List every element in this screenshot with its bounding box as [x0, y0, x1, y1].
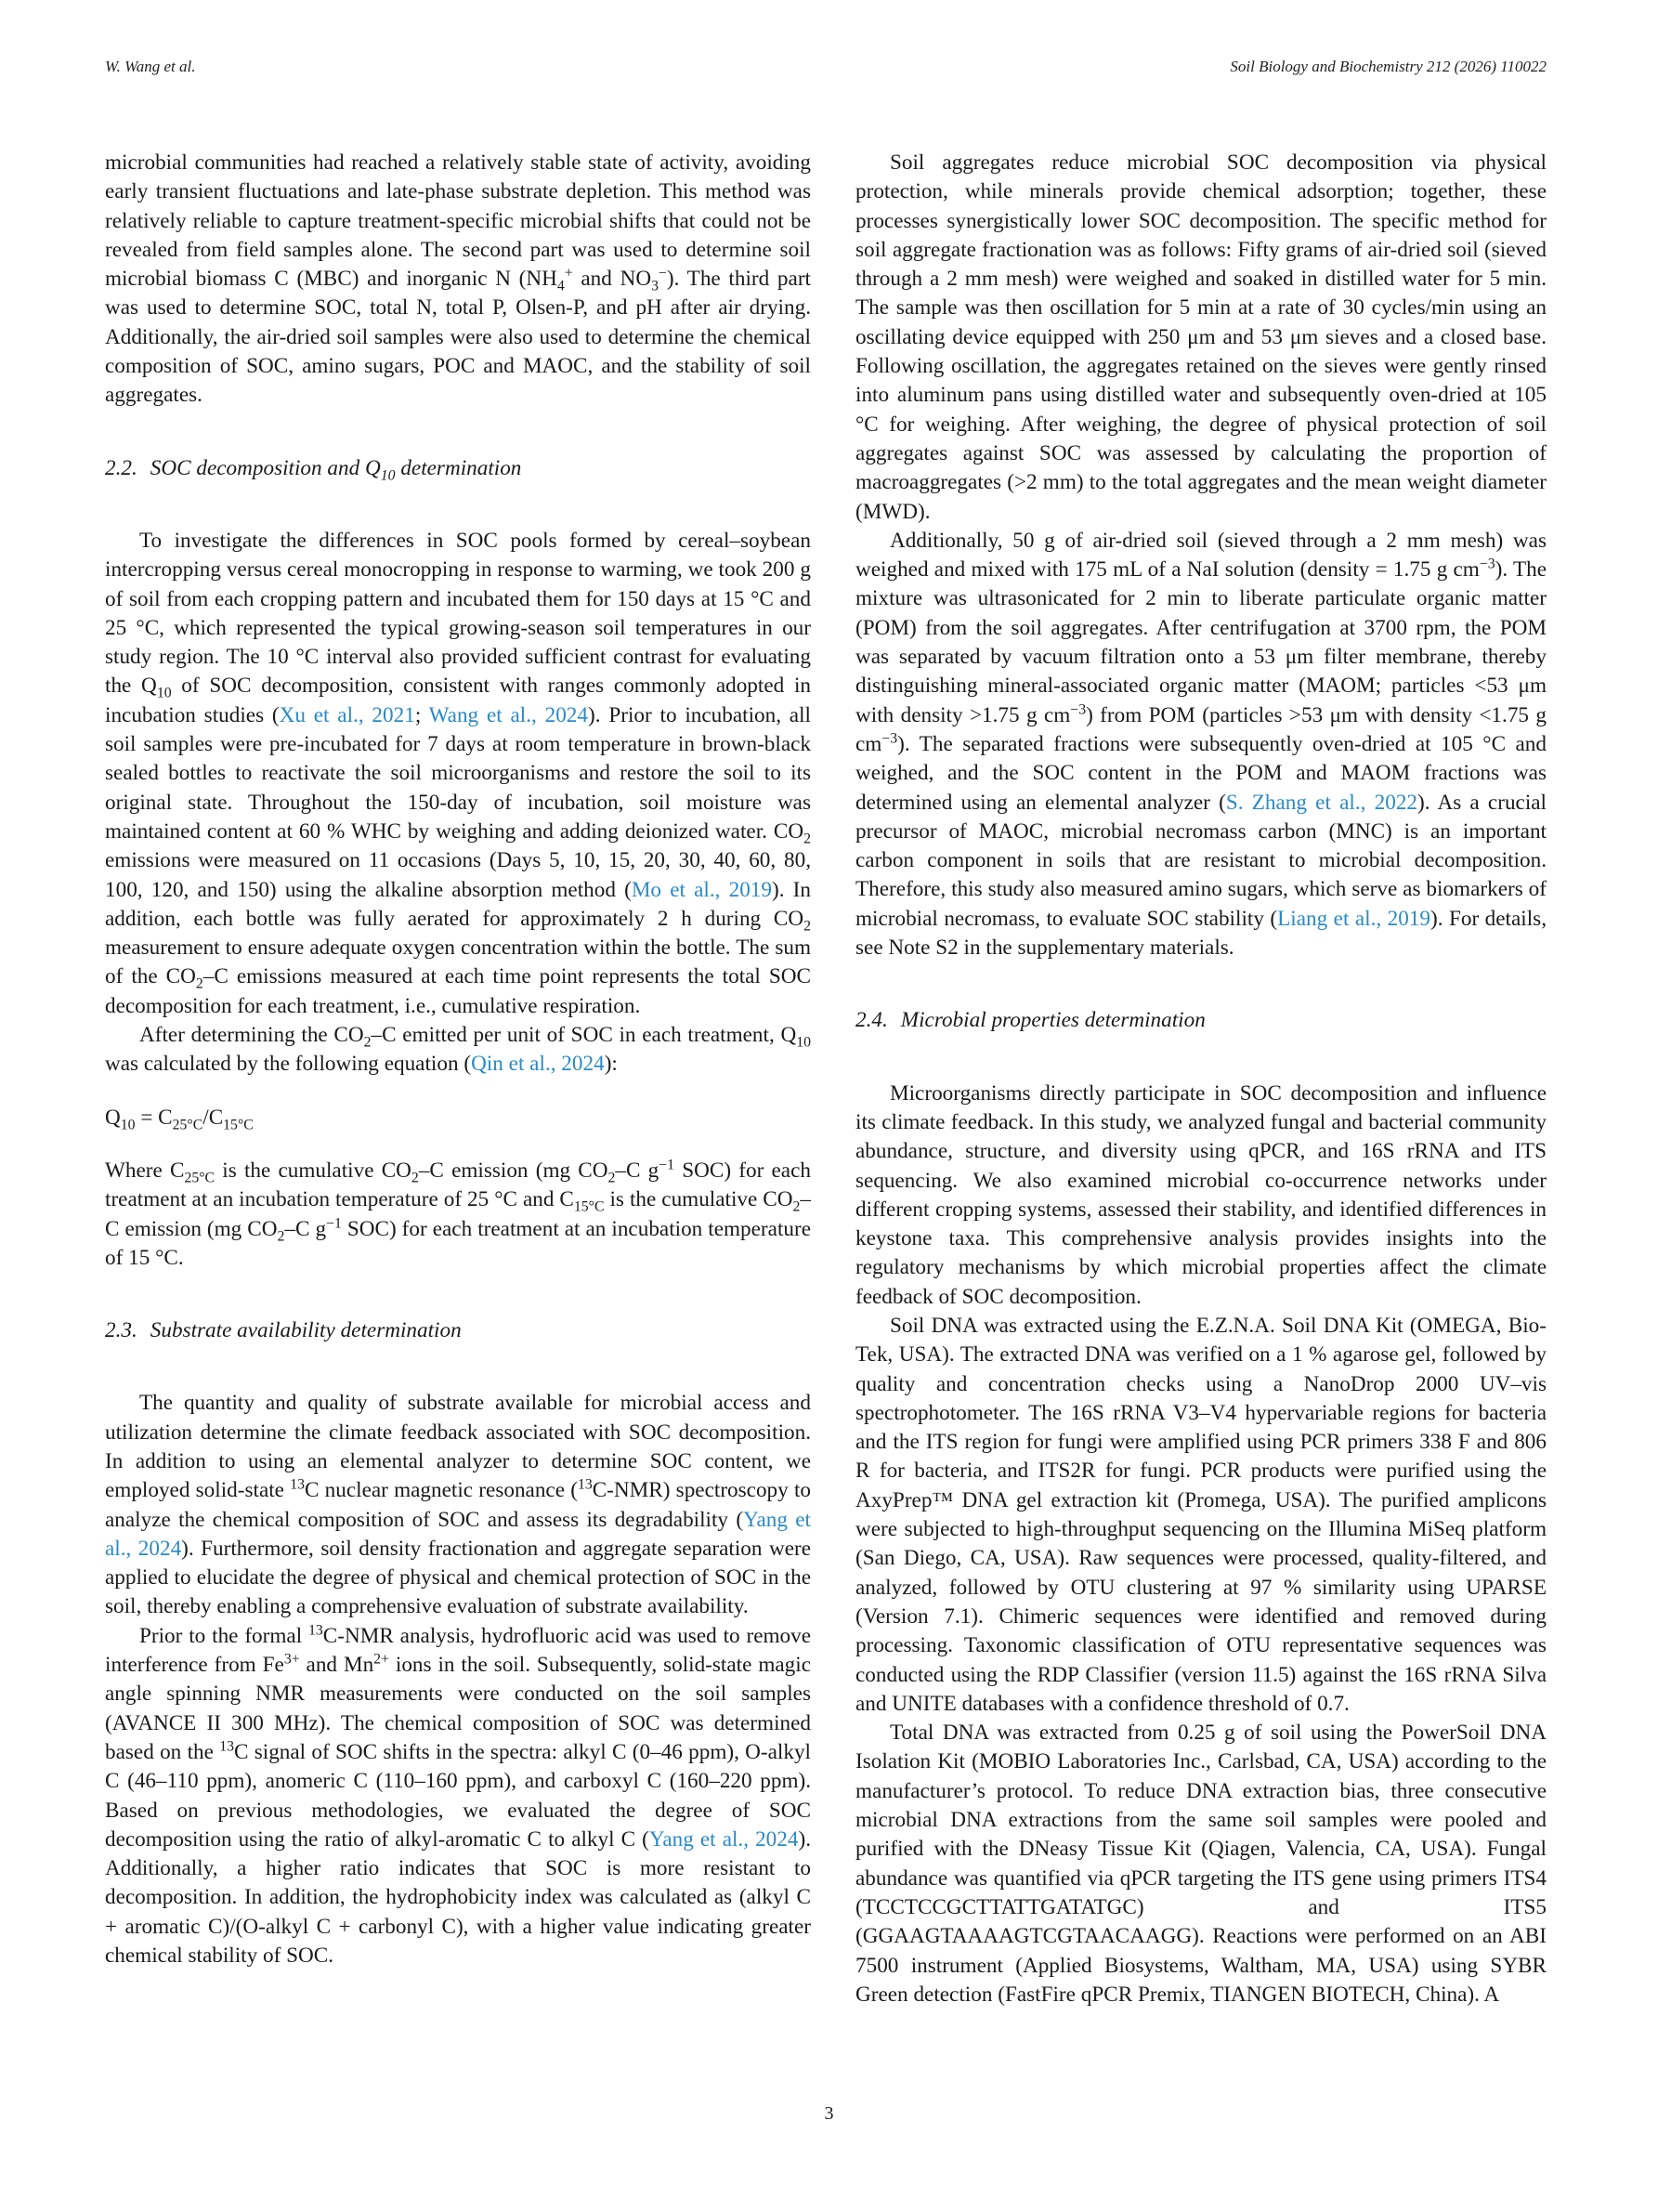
q10-equation: $Q_{10} = C_{25^\circ C}/C_{15^\circ C}$ — [105, 1105, 254, 1133]
right-column — [855, 149, 1547, 2009]
running-head-authors: W. Wang et al. — [105, 58, 196, 75]
citation-link[interactable]: S. Zhang et al., 2022 — [1225, 790, 1418, 815]
paragraph: Total DNA was extracted from 0.25 g of soil using the PowerSoil DNA Isolation Kit (MOBIO Laboratories Inc., Carlsbad, CA, USA) according to the manufacturer’s protocol. To reduce DNA extraction bias, three consecutive microbial DNA extractions from the same soil samples were pooled and purified with the DNeasy Tissue Kit (Qiagen, Valencia, CA, USA). Fungal abundance was quantified via qPCR targeting the ITS gene using primers ITS4 (TCCTCCGCTTATTGATATGC) and ITS5 (GGAAGTAAAAGTCGTAACAAGG). Reactions were performed on an ABI 7500 instrument (Applied Biosystems, Waltham, MA, USA) using SYBR Green detection (FastFire qPCR Premix, TIANGEN BIOTECH, China). A — [855, 1721, 1547, 2007]
section-heading-2-2: 2.2. SOC decomposition and $Q_{10}$ determination — [105, 455, 522, 484]
paragraph: Microorganisms directly participate in SOC decomposition and influence its climate feedback. In this study, we analyzed fungal and bacterial community abundance, structure, and diversity using qPCR, and 16S rRNA and ITS sequencing. We also examined microbial co-occurrence networks under different cropping systems, assessed their stability, and identified differences in keystone taxa. This comprehensive analysis provides insights into the regulatory mechanisms by which microbial properties affect the climate feedback of SOC decomposition. — [855, 1080, 1547, 1309]
paragraph: Soil DNA was extracted using the E.Z.N.A. Soil DNA Kit (OMEGA, Bio-Tek, USA). The extracted DNA was verified on a 1 % agarose gel, followed by quality and concentration checks using a NanoDrop 2000 UV–vis spectrophotometer. The 16S rRNA V3–V4 hypervariable regions for bacteria and the ITS region for fungi were amplified using PCR primers 338 F and 806 R for bacteria, and ITS2R for fungi. PCR products were purified using the AxyPrep™ DNA gel extraction kit (Promega, USA). The purified amplicons were subjected to high-throughput sequencing on the Illumina MiSeq platform (San Diego, CA, USA). Raw sequences were processed, quality-filtered, and analyzed, followed by OTU clustering at 97 % similarity using UPARSE (Version 7.1). Chimeric sequences were identified and removed during processing. Taxonomic classification of OTU representative sequences was conducted using the RDP Classifier (version 11.5) against the 16S rRNA Silva and UNITE databases with a confidence threshold of 0.7. — [855, 1313, 1547, 1716]
citation-link[interactable]: Xu et al., 2021 — [279, 702, 415, 727]
citation-link[interactable]: Yang et al., 2024 — [648, 1826, 799, 1852]
citation-link[interactable]: Mo et al., 2019 — [631, 877, 772, 902]
section-heading-2-3: 2.3. Substrate availability determination — [105, 1318, 462, 1343]
running-head-journal: Soil Biology and Biochemistry 212 (2026) 110022 — [1230, 58, 1547, 75]
page-number: 3 — [824, 2103, 834, 2124]
citation-link[interactable]: Qin et al., 2024 — [471, 1052, 605, 1077]
paragraph: Where $C_{25^\circ C}$ is the cumulative $CO_2-C$ emission (mg $CO_2-C$ $g^{-1}$ SOC) for each treatment at an incubation temperature of 25 °C and $C_{15^\circ C}$ is the cumulative $CO_2-C$ emission (mg $CO_2-C$ $g^{-1}$ SOC) for each treatment at an incubation temperature of 15 °C. — [105, 1157, 811, 1270]
paragraph: To investigate the differences in SOC pools formed by cereal–soybean intercropping versus cereal monocropping in response to warming, we took 200 g of soil from each cropping pattern and incubated them for 150 days at 15 °C and 25 °C, which represented the typical growing-season soil temperatures in our study region. The 10 °C interval also provided sufficient contrast for evaluating the $Q_{10}$ of SOC decomposition, consistent with ranges commonly adopted in incubation studies (Xu et al., 2021; Wang et al., 2024). Prior to incubation, all soil samples were pre-incubated for 7 days at room temperature in brown-black sealed bottles to reactivate the soil microorganisms and restore the soil to its original state. Throughout the 150-day of incubation, soil moisture was maintained content at 60 % WHC by weighing and adding deionized water. $CO_2$ emissions were measured on 11 occasions (Days 5, 10, 15, 20, 30, 40, 60, 80, 100, 120, and 150) using the alkaline absorption method (Mo et al., 2019). In addition, each bottle was fully aerated for approximately 2 h during $CO_2$ measurement to ensure adequate oxygen concentration within the bottle. The sum of the $CO_2-C$ emissions measured at each time point represents the total SOC decomposition for each treatment, i.e., cumulative respiration. — [105, 528, 811, 1018]
paragraph: Prior to the formal $^{13}$C-NMR analysis, hydrofluoric acid was used to remove interference from $Fe^{3+}$ and $Mn^{2+}$ ions in the soil. Subsequently, solid-state magic angle spinning NMR measurements were conducted on the soil samples (AVANCE II 300 MHz). The chemical composition of SOC was determined based on the $^{13}$C signal of SOC shifts in the spectra: alkyl C (0–46 ppm), O-alkyl C (46–110 ppm), anomeric C (110–160 ppm), and carboxyl C (160–220 ppm). Based on previous methodologies, we evaluated the degree of SOC decomposition using the ratio of alkyl-aromatic C to alkyl C (Yang et al., 2024). Additionally, a higher ratio indicates that SOC is more resistant to decomposition. In addition, the hydrophobicity index was calculated as (alkyl C + aromatic C)/(O-alkyl C + carbonyl C), with a higher value indicating greater chemical stability of SOC. — [105, 1622, 812, 1969]
section-heading-2-4: 2.4. Microbial properties determination — [855, 1008, 1206, 1033]
citation-link[interactable]: Liang et al., 2019 — [1277, 906, 1431, 931]
citation-link[interactable]: Wang et al., 2024 — [428, 702, 588, 727]
left-column — [105, 149, 811, 1970]
citation-link[interactable]: Yang et al., 2024 — [105, 1507, 812, 1561]
paragraph: microbial communities had reached a relatively stable state of activity, avoiding early transient fluctuations and late-phase substrate depletion. This method was relatively reliable to capture treatment-specific microbial shifts that could not be revealed from field samples alone. The second part was used to determine soil microbial biomass C (MBC) and inorganic N ($NH_4^+$ and $NO_3^-$). The third part was used to determine SOC, total N, total P, Olsen-P, and pH after air drying. Additionally, the air-dried soil samples were also used to determine the chemical composition of SOC, amino sugars, POC and MAOC, and the stability of soil aggregates. — [105, 151, 811, 408]
paragraph: The quantity and quality of substrate available for microbial access and utilization determine the climate feedback associated with SOC decomposition. In addition to using an elemental analyzer to determine SOC content, we employed solid-state $^{13}$C nuclear magnetic resonance ($^{13}$C-NMR) spectroscopy to analyze the chemical composition of SOC and assess its degradability (Yang et al., 2024). Furthermore, soil density fractionation and aggregate separation were applied to elucidate the degree of physical and chemical protection of SOC in the soil, thereby enabling a comprehensive evaluation of substrate availability. — [105, 1391, 812, 1619]
paragraph: Soil aggregates reduce microbial SOC decomposition via physical protection, while minerals provide chemical adsorption; together, these processes synergistically lower SOC decomposition. The specific method for soil aggregate fractionation was as follows: Fifty grams of air-dried soil (sieved through a 2 mm mesh) were weighed and soaked in distilled water for 5 min. The sample was then oscillation for 5 min at a rate of 30 cycles/min using an oscillating device equipped with 250 μm and 53 μm sieves and a closed base. Following oscillation, the aggregates retained on the sieves were gently rinsed into aluminum pans using distilled water and subsequently oven-dried at 105 °C for weighing. After weighing, the degree of physical protection of soil aggregates against SOC was assessed by calculating the proportion of macroaggregates (>2 mm) to the total aggregates and the mean weight diameter (MWD). — [855, 151, 1547, 524]
paragraph: Additionally, 50 g of air-dried soil (sieved through a 2 mm mesh) was weighed and mixed with 175 mL of a NaI solution (density = 1.75 g $cm^{-3}$). The mixture was ultrasonicated for 2 min to liberate particulate organic matter (POM) from the soil aggregates. After centrifugation at 3700 rpm, the POM was separated by vacuum filtration onto a 53 μm filter membrane, thereby distinguishing mineral-associated organic matter (MAOM; particles <53 μm with density >1.75 g $cm^{-3}$) from POM (particles >53 μm with density <1.75 g $cm^{-3}$). The separated fractions were subsequently oven-dried at 105 °C and weighed, and the SOC content in the POM and MAOM fractions was determined using an elemental analyzer (S. Zhang et al., 2022). As a crucial precursor of MAOC, microbial necromass carbon (MNC) is an important carbon component in soils that are resistant to microbial decomposition. Therefore, this study also measured amino sugars, which serve as biomarkers of microbial necromass, to evaluate SOC stability (Liang et al., 2019). For details, see Note S2 in the supplementary materials. — [855, 528, 1547, 961]
paragraph: After determining the $CO_2-C$ emitted per unit of SOC in each treatment, $Q_{10}$ was calculated by the following equation (Qin et al., 2024): — [105, 1023, 811, 1077]
